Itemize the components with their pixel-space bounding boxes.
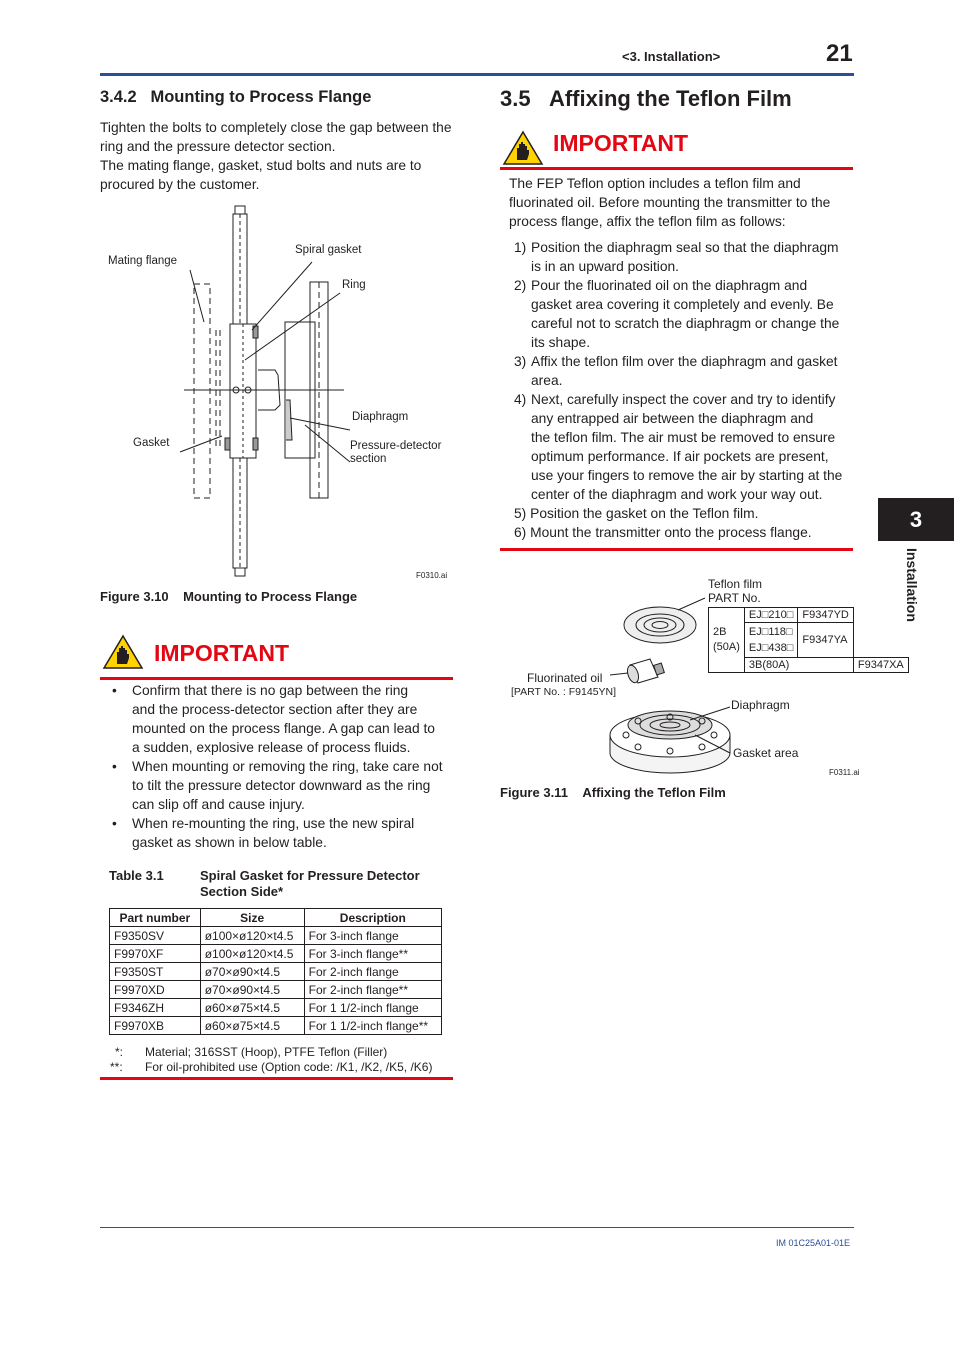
step-line: its shape. bbox=[531, 335, 591, 350]
label-pressure-detector bbox=[350, 440, 441, 466]
para-line: ring and the pressure detector section. bbox=[100, 139, 336, 154]
cell bbox=[709, 608, 745, 673]
table-row bbox=[110, 981, 442, 999]
bullet-line: to tilt the pressure detector downward as the ring bbox=[132, 778, 431, 793]
page-number: 21 bbox=[826, 40, 853, 67]
heading-text: Affixing the Teflon Film bbox=[548, 86, 792, 111]
cell-line: EJ□438□ bbox=[748, 642, 794, 654]
cell: F9350SV bbox=[110, 927, 201, 945]
note-mark: *: bbox=[115, 1045, 124, 1059]
cell: For 1 1/2-inch flange bbox=[304, 999, 441, 1017]
bullet-line: When mounting or removing the ring, take care not bbox=[132, 759, 443, 774]
label-diaphragm: Diaphragm bbox=[352, 411, 409, 423]
cell: 3B(80A) bbox=[744, 658, 853, 673]
bolt-nut-top bbox=[235, 206, 245, 214]
label-mating-flange: Mating flange bbox=[108, 255, 178, 267]
label-gasket: Gasket bbox=[133, 437, 170, 449]
hand-warning-icon bbox=[502, 130, 544, 166]
cell: ø70×ø90×t4.5 bbox=[200, 981, 304, 999]
caption-line: Section Side* bbox=[200, 884, 284, 899]
step-line: center of the diaphragm and work your way out. bbox=[531, 487, 823, 502]
bullet-item: • Confirm that there is no gap between the ring and the process-detector section after they are mounted on the process flange. A gap can lead to a sudden, explosive release of process fluids. bbox=[112, 681, 452, 757]
cell: F9970XF bbox=[110, 945, 201, 963]
cell: For 3-inch flange** bbox=[304, 945, 441, 963]
label-spiral-gasket: Spiral gasket bbox=[295, 244, 362, 256]
table-row bbox=[110, 927, 442, 945]
para-line: Tighten the bolts to completely close the gap between the bbox=[100, 120, 452, 135]
cell: F9350ST bbox=[110, 963, 201, 981]
step-line: gasket area covering it completely and evenly. Be bbox=[531, 297, 834, 312]
cell: For 3-inch flange bbox=[304, 927, 441, 945]
step-line: Next, carefully inspect the cover and try to identify bbox=[531, 392, 836, 407]
important-title-right: IMPORTANT bbox=[553, 130, 689, 156]
heading-text: Mounting to Process Flange bbox=[150, 88, 372, 106]
bullet-line: gasket as shown in below table. bbox=[132, 835, 327, 850]
diaphragm bbox=[286, 400, 292, 440]
header-rule bbox=[100, 73, 854, 76]
cell-line: EJ□118□ bbox=[748, 626, 793, 638]
bullet-line: When re-mounting the ring, use the new spiral bbox=[132, 816, 415, 831]
important-rule-bottom-left bbox=[100, 1077, 453, 1080]
figure-file-name: F0311.ai bbox=[829, 768, 860, 777]
step-number: 2) bbox=[514, 278, 527, 293]
note-line bbox=[110, 1045, 432, 1060]
step-item bbox=[514, 352, 854, 390]
note-text: For oil-prohibited use (Option code: /K1, /K2, /K5, /K6) bbox=[145, 1060, 433, 1074]
important-bullets-left bbox=[112, 681, 452, 852]
label-ring: Ring bbox=[342, 279, 366, 291]
label-line: Teflon film bbox=[708, 577, 763, 591]
bullet-line: can slip off and cause injury. bbox=[132, 797, 305, 812]
bullet-line: and the process-detector section after they are bbox=[132, 702, 418, 717]
cell: ø100×ø120×t4.5 bbox=[200, 927, 304, 945]
step-line: Mount the transmitter onto the process flange. bbox=[530, 525, 812, 540]
chapter-tab-label: Installation bbox=[904, 548, 920, 622]
step-item bbox=[514, 238, 854, 276]
step-line: Pour the fluorinated oil on the diaphragm and bbox=[531, 278, 808, 293]
label-oil-part: [PART No. : F9145YN] bbox=[511, 686, 617, 698]
cell: F9346ZH bbox=[110, 999, 201, 1017]
spiral-gasket-table bbox=[109, 908, 442, 1035]
caption-text: Affixing the Teflon Film bbox=[582, 785, 726, 800]
table-row bbox=[110, 945, 442, 963]
section-heading-3-5 bbox=[500, 86, 792, 112]
header-section: <3. Installation> bbox=[622, 49, 721, 64]
cell bbox=[744, 623, 797, 658]
cell: F9970XD bbox=[110, 981, 201, 999]
note-mark: **: bbox=[110, 1060, 123, 1074]
step-item bbox=[514, 523, 854, 542]
cell: For 1 1/2-inch flange** bbox=[304, 1017, 441, 1035]
column-header: Size bbox=[200, 909, 304, 927]
cell: ø60×ø75×t4.5 bbox=[200, 999, 304, 1017]
bullet-line: mounted on the process flange. A gap can lead to bbox=[132, 721, 435, 736]
fluorinated-oil-bottle bbox=[625, 659, 664, 684]
spiral-gasket-bottom bbox=[253, 438, 258, 450]
step-line: use your fingers to remove the air by starting at the bbox=[531, 468, 843, 483]
bullet-item: • When mounting or removing the ring, take care not to tilt the pressure detector downward as the ring can slip off and cause injury. bbox=[112, 757, 452, 814]
cell: F9347YA bbox=[798, 623, 853, 658]
caption-number: Figure 3.11 bbox=[500, 785, 568, 800]
important-rule-top-right bbox=[500, 167, 853, 170]
figure-3-10-caption bbox=[100, 589, 357, 604]
mounting-paragraph bbox=[100, 118, 460, 194]
heading-number: 3.5 bbox=[500, 86, 531, 111]
table-row bbox=[110, 963, 442, 981]
section-heading-3-4-2 bbox=[100, 88, 371, 107]
label-diaphragm-right: Diaphragm bbox=[731, 698, 790, 712]
important-rule-top-left bbox=[100, 677, 453, 680]
cell: For 2-inch flange bbox=[304, 963, 441, 981]
intro-line: fluorinated oil. Before mounting the transmitter to the bbox=[509, 195, 831, 210]
important-title-left: IMPORTANT bbox=[154, 640, 290, 666]
para-line: procured by the customer. bbox=[100, 177, 260, 192]
table-header-row bbox=[110, 909, 442, 927]
intro-line: process flange, affix the teflon film as follows: bbox=[509, 214, 786, 229]
cell: For 2-inch flange** bbox=[304, 981, 441, 999]
step-number: 1) bbox=[514, 240, 527, 255]
para-line: The mating flange, gasket, stud bolts and nuts are to bbox=[100, 158, 422, 173]
heading-number: 3.4.2 bbox=[100, 88, 137, 106]
label-gasket-area: Gasket area bbox=[733, 746, 799, 760]
teflon-steps bbox=[514, 238, 854, 542]
step-line: area. bbox=[531, 373, 563, 388]
note-text: Material; 316SST (Hoop), PTFE Teflon (Filler) bbox=[145, 1045, 388, 1059]
step-line: Position the diaphragm seal so that the diaphragm bbox=[531, 240, 839, 255]
figure-3-11-caption bbox=[500, 785, 726, 800]
step-line: optimum performance. If air pockets are present, bbox=[531, 449, 829, 464]
teflon-part-table bbox=[708, 607, 909, 673]
step-item bbox=[514, 276, 854, 352]
teflon-film bbox=[624, 607, 696, 643]
table-caption-number: Table 3.1 bbox=[109, 868, 164, 883]
step-line: the teflon film. The air must be removed to ensure bbox=[531, 430, 836, 445]
step-line: careful not to scratch the diaphragm or change the bbox=[531, 316, 840, 331]
step-line: any entrapped air between the diaphragm and bbox=[531, 411, 814, 426]
step-line: is in an upward position. bbox=[531, 259, 680, 274]
hand-warning-icon bbox=[102, 634, 144, 670]
cell: ø60×ø75×t4.5 bbox=[200, 1017, 304, 1035]
step-number: 3) bbox=[514, 354, 527, 369]
label-teflon-film bbox=[708, 577, 762, 605]
table-row bbox=[110, 999, 442, 1017]
label-fluorinated-oil: Fluorinated oil bbox=[527, 671, 603, 685]
cell: ø70×ø90×t4.5 bbox=[200, 963, 304, 981]
caption-text: Mounting to Process Flange bbox=[183, 589, 358, 604]
bullet-line: Confirm that there is no gap between the ring bbox=[132, 683, 409, 698]
teflon-intro bbox=[509, 174, 854, 231]
table-notes bbox=[110, 1045, 432, 1075]
bullet-item: • When re-mounting the ring, use the new spiral gasket as shown in below table. bbox=[112, 814, 452, 852]
doc-id: IM 01C25A01-01E bbox=[776, 1238, 851, 1248]
step-number: 4) bbox=[514, 392, 527, 407]
cell-line: (50A) bbox=[713, 641, 740, 653]
footer-rule bbox=[100, 1227, 854, 1228]
column-header: Description bbox=[304, 909, 441, 927]
step-item bbox=[514, 504, 854, 523]
label-line: section bbox=[350, 453, 387, 465]
step-line: Position the gasket on the Teflon film. bbox=[530, 506, 759, 521]
cell-line: 2B bbox=[713, 626, 727, 638]
table-row bbox=[709, 608, 909, 623]
table-row bbox=[110, 1017, 442, 1035]
cell: F9347XA bbox=[853, 658, 908, 673]
step-number: 6) bbox=[514, 525, 527, 540]
cell: F9970XB bbox=[110, 1017, 201, 1035]
label-line: Pressure-detector bbox=[350, 440, 442, 452]
cell: EJ□210□ bbox=[744, 608, 797, 623]
cell: ø100×ø120×t4.5 bbox=[200, 945, 304, 963]
cell: F9347YD bbox=[798, 608, 853, 623]
label-line: PART No. bbox=[708, 591, 761, 605]
note-line bbox=[110, 1060, 432, 1075]
step-number: 5) bbox=[514, 506, 527, 521]
caption-number: Figure 3.10 bbox=[100, 589, 169, 604]
caption-line: Spiral Gasket for Pressure Detector bbox=[200, 868, 420, 883]
bullet-line: a sudden, explosive release of process fluids. bbox=[132, 740, 411, 755]
chapter-tab: 3 bbox=[878, 498, 954, 541]
column-header: Part number bbox=[110, 909, 201, 927]
figure-file-name: F0310.ai bbox=[416, 571, 448, 580]
intro-line: The FEP Teflon option includes a teflon film and bbox=[509, 176, 801, 191]
step-item bbox=[514, 390, 854, 504]
important-rule-bottom-right bbox=[500, 548, 853, 551]
step-line: Affix the teflon film over the diaphragm and gasket bbox=[531, 354, 838, 369]
table-caption bbox=[200, 868, 420, 900]
